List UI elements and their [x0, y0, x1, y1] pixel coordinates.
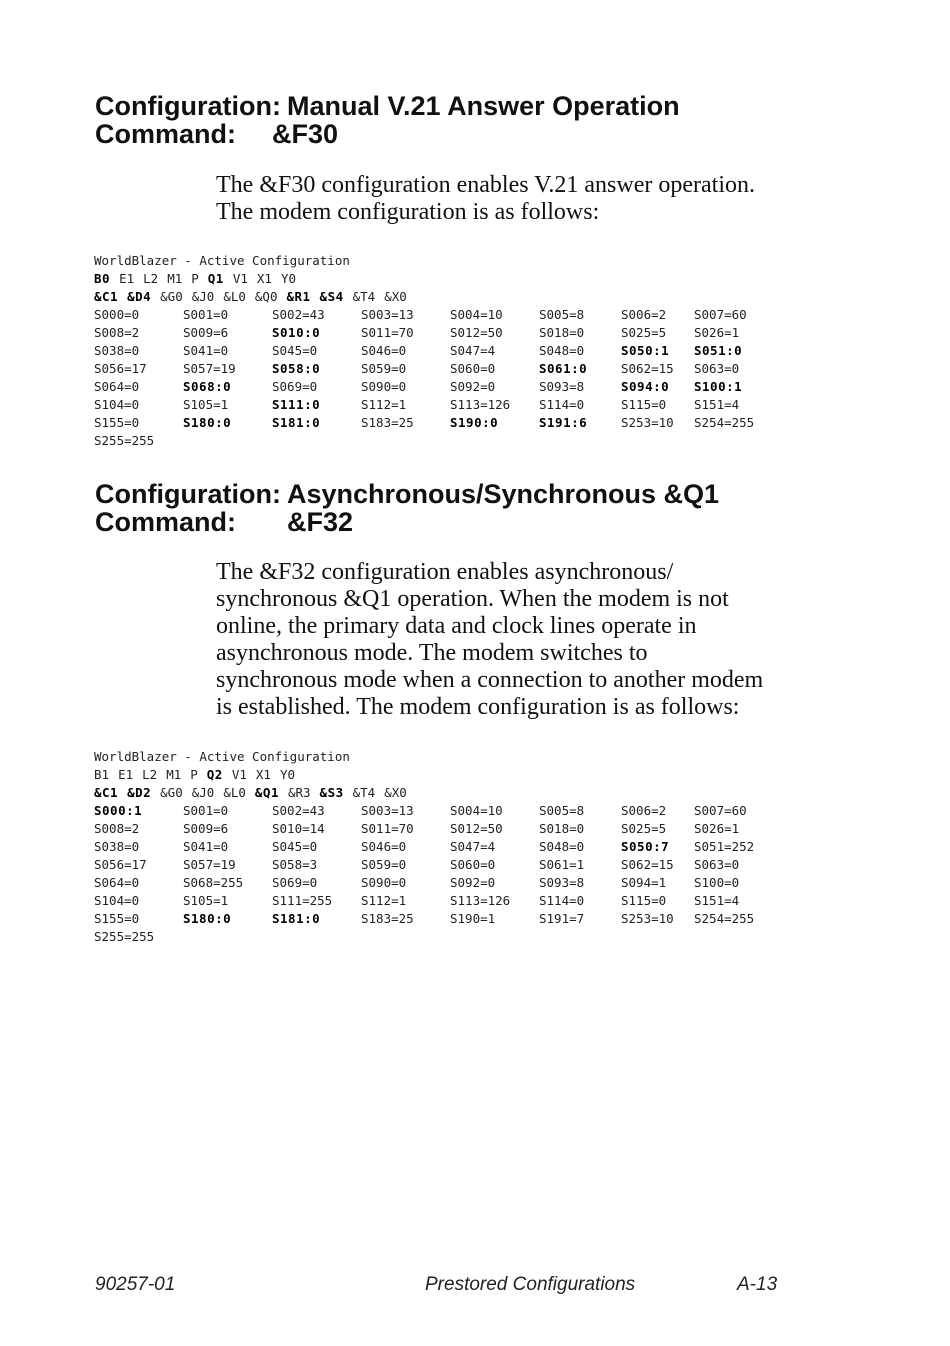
config-setting: S100:1 [694, 379, 743, 394]
listing-title: WorldBlazer - Active Configuration [94, 749, 350, 764]
config-setting: &G0 [160, 289, 183, 304]
config-setting: S155=0 [94, 415, 140, 430]
config-setting: S058=3 [272, 857, 318, 872]
config-setting: S115=0 [621, 893, 667, 908]
page-number: A-13 [737, 1274, 778, 1295]
active-configuration-listing [94, 252, 814, 450]
config-setting: S001=0 [183, 803, 229, 818]
config-setting: S059=0 [361, 361, 407, 376]
config-setting: S061:0 [539, 361, 588, 376]
config-setting: &C1 [94, 289, 119, 304]
config-setting: S063=0 [694, 857, 740, 872]
config-setting: S003=13 [361, 307, 414, 322]
paragraph-line: synchronous mode when a connection to another modem [216, 667, 764, 693]
listing-flags-line [94, 784, 814, 802]
config-setting: S112=1 [361, 397, 407, 412]
config-setting: M1 [167, 271, 183, 286]
config-setting: &T4 [352, 289, 376, 304]
config-setting: S105=1 [183, 397, 229, 412]
config-setting: S254=255 [694, 415, 755, 430]
config-setting: S002=43 [272, 307, 325, 322]
config-setting: S060=0 [450, 857, 496, 872]
listing-flags-line [94, 288, 814, 306]
config-setting: S047=4 [450, 343, 496, 358]
listing-register-row [94, 378, 814, 396]
heading-label: Configuration: [95, 91, 281, 121]
config-setting: S090=0 [361, 875, 407, 890]
config-setting: S010:0 [272, 325, 321, 340]
config-setting: S041=0 [183, 839, 229, 854]
config-setting: S057=19 [183, 857, 236, 872]
config-setting: S069=0 [272, 379, 318, 394]
config-setting: S006=2 [621, 307, 667, 322]
config-setting: &T4 [352, 785, 376, 800]
config-setting: S094:0 [621, 379, 670, 394]
config-setting: S190:0 [450, 415, 499, 430]
listing-register-row [94, 306, 814, 324]
config-setting: S007=60 [694, 307, 747, 322]
config-setting: &R1 [286, 289, 311, 304]
config-setting: S100=0 [694, 875, 740, 890]
config-setting: S062=15 [621, 361, 674, 376]
config-setting: S253=10 [621, 911, 674, 926]
config-setting: S063=0 [694, 361, 740, 376]
config-setting: V1 [232, 271, 248, 286]
command-label: Command: [95, 119, 236, 149]
config-setting: S005=8 [539, 803, 585, 818]
config-setting: &X0 [384, 289, 407, 304]
config-setting: S002=43 [272, 803, 325, 818]
config-setting: &Q0 [254, 289, 278, 304]
config-setting: S038=0 [94, 839, 140, 854]
config-setting: S005=8 [539, 307, 585, 322]
config-setting: S011=70 [361, 821, 414, 836]
config-setting: S045=0 [272, 343, 318, 358]
config-setting: S068=255 [183, 875, 244, 890]
config-setting: S051:0 [694, 343, 743, 358]
config-setting: S026=1 [694, 821, 740, 836]
config-setting: &J0 [191, 289, 215, 304]
config-setting: &D4 [127, 289, 152, 304]
config-setting: S253=10 [621, 415, 674, 430]
section-paragraph [216, 172, 816, 226]
section-paragraph [216, 559, 816, 721]
config-setting: S254=255 [694, 911, 755, 926]
listing-register-row [94, 856, 814, 874]
heading-label: Configuration: [95, 479, 281, 509]
config-setting: S048=0 [539, 839, 585, 854]
config-setting: S048=0 [539, 343, 585, 358]
config-setting: S001=0 [183, 307, 229, 322]
section-heading [95, 92, 680, 148]
config-setting: S018=0 [539, 821, 585, 836]
config-setting: M1 [166, 767, 182, 782]
config-setting: S115=0 [621, 397, 667, 412]
config-setting: S041=0 [183, 343, 229, 358]
config-setting: S008=2 [94, 821, 140, 836]
config-setting: S012=50 [450, 821, 503, 836]
config-setting: S010=14 [272, 821, 325, 836]
listing-register-row [94, 414, 814, 432]
document-number: 90257-01 [95, 1274, 176, 1295]
listing-register-row [94, 820, 814, 838]
listing-register-row [94, 360, 814, 378]
config-setting: &S3 [319, 785, 344, 800]
listing-register-row [94, 928, 814, 946]
config-setting: S045=0 [272, 839, 318, 854]
config-setting: &X0 [384, 785, 407, 800]
config-setting: S183=25 [361, 415, 414, 430]
config-setting: S181:0 [272, 911, 321, 926]
config-setting: V1 [231, 767, 247, 782]
config-setting: S064=0 [94, 379, 140, 394]
config-setting: S180:0 [183, 415, 232, 430]
listing-register-row [94, 892, 814, 910]
listing-register-row [94, 838, 814, 856]
listing-register-row [94, 802, 814, 820]
config-setting: S069=0 [272, 875, 318, 890]
config-setting: S004=10 [450, 803, 503, 818]
config-setting: &Q1 [254, 785, 279, 800]
config-setting: &G0 [160, 785, 183, 800]
config-setting: S011=70 [361, 325, 414, 340]
config-setting: S090=0 [361, 379, 407, 394]
config-setting: S093=8 [539, 875, 585, 890]
config-setting: Y0 [280, 271, 297, 286]
config-setting: S007=60 [694, 803, 747, 818]
config-setting: S064=0 [94, 875, 140, 890]
config-setting: S151=4 [694, 397, 740, 412]
config-setting: X1 [256, 271, 272, 286]
config-setting: L2 [142, 767, 158, 782]
listing-flags-line [94, 270, 814, 288]
config-setting: S191=7 [539, 911, 585, 926]
config-setting: S059=0 [361, 857, 407, 872]
config-setting: S105=1 [183, 893, 229, 908]
config-setting: S058:0 [272, 361, 321, 376]
paragraph-line: The &F30 configuration enables V.21 answer operation. [216, 172, 755, 198]
config-setting: S255=255 [94, 433, 155, 448]
config-setting: S056=17 [94, 857, 147, 872]
config-setting: S061=1 [539, 857, 585, 872]
listing-register-row [94, 396, 814, 414]
config-setting: S094=1 [621, 875, 667, 890]
config-setting: S003=13 [361, 803, 414, 818]
config-setting: S008=2 [94, 325, 140, 340]
config-setting: S104=0 [94, 893, 140, 908]
config-setting: S191:6 [539, 415, 588, 430]
config-setting: S114=0 [539, 893, 585, 908]
config-setting: &L0 [223, 785, 246, 800]
listing-flags-line [94, 766, 814, 784]
config-setting: S009=6 [183, 325, 229, 340]
config-setting: S046=0 [361, 839, 407, 854]
config-setting: S104=0 [94, 397, 140, 412]
listing-title: WorldBlazer - Active Configuration [94, 253, 350, 268]
config-setting: &R3 [287, 785, 311, 800]
config-setting: S155=0 [94, 911, 140, 926]
listing-register-row [94, 910, 814, 928]
listing-register-row [94, 324, 814, 342]
config-setting: S057=19 [183, 361, 236, 376]
paragraph-line: The &F32 configuration enables asynchronous/ [216, 559, 674, 585]
config-setting: S181:0 [272, 415, 321, 430]
heading-value: Manual V.21 Answer Operation [287, 91, 680, 121]
config-setting: S018=0 [539, 325, 585, 340]
config-setting: S255=255 [94, 929, 155, 944]
config-setting: S092=0 [450, 875, 496, 890]
config-setting: S062=15 [621, 857, 674, 872]
config-setting: S180:0 [183, 911, 232, 926]
config-setting: S047=4 [450, 839, 496, 854]
config-setting: S111=255 [272, 893, 333, 908]
config-setting: S050:7 [621, 839, 670, 854]
config-setting: S004=10 [450, 307, 503, 322]
active-configuration-listing [94, 748, 814, 946]
config-setting: S000:1 [94, 803, 143, 818]
config-setting: S111:0 [272, 397, 321, 412]
config-setting: S025=5 [621, 325, 667, 340]
config-setting: S056=17 [94, 361, 147, 376]
config-setting: L2 [143, 271, 159, 286]
command-value: &F30 [272, 119, 339, 149]
config-setting: S012=50 [450, 325, 503, 340]
config-setting: S092=0 [450, 379, 496, 394]
listing-register-row [94, 432, 814, 450]
config-setting: &D2 [127, 785, 152, 800]
config-setting: &J0 [191, 785, 215, 800]
paragraph-line: is established. The modem configuration is as follows: [216, 694, 740, 720]
heading-value: Asynchronous/Synchronous &Q1 [287, 479, 720, 509]
config-setting: S112=1 [361, 893, 407, 908]
config-setting: S009=6 [183, 821, 229, 836]
config-setting: S026=1 [694, 325, 740, 340]
config-setting: S060=0 [450, 361, 496, 376]
config-setting: Q2 [206, 767, 223, 782]
config-setting: Q1 [207, 271, 224, 286]
config-setting: E1 [119, 271, 135, 286]
config-setting: S068:0 [183, 379, 232, 394]
config-setting: S183=25 [361, 911, 414, 926]
paragraph-line: online, the primary data and clock lines operate in [216, 613, 697, 639]
config-setting: S190=1 [450, 911, 496, 926]
config-setting: S000=0 [94, 307, 140, 322]
config-setting: S113=126 [450, 397, 511, 412]
config-setting: E1 [118, 767, 134, 782]
config-setting: S006=2 [621, 803, 667, 818]
footer-section-title: Prestored Configurations [425, 1274, 636, 1295]
config-setting: S050:1 [621, 343, 670, 358]
config-setting: S046=0 [361, 343, 407, 358]
config-setting: B0 [94, 271, 111, 286]
listing-register-row [94, 342, 814, 360]
config-setting: P [191, 271, 199, 286]
config-setting: P [190, 767, 198, 782]
config-setting: &S4 [319, 289, 344, 304]
config-setting: S114=0 [539, 397, 585, 412]
paragraph-line: synchronous &Q1 operation. When the modem is not [216, 586, 729, 612]
paragraph-line: asynchronous mode. The modem switches to [216, 640, 648, 666]
command-value: &F32 [287, 507, 354, 537]
config-setting: &C1 [94, 785, 119, 800]
config-setting: S025=5 [621, 821, 667, 836]
section-heading [95, 480, 719, 536]
config-setting: S113=126 [450, 893, 511, 908]
listing-register-row [94, 874, 814, 892]
config-setting: S093=8 [539, 379, 585, 394]
config-setting: &L0 [223, 289, 246, 304]
config-setting: S151=4 [694, 893, 740, 908]
config-setting: S038=0 [94, 343, 140, 358]
config-setting: Y0 [279, 767, 296, 782]
config-setting: B1 [94, 767, 110, 782]
paragraph-line: The modem configuration is as follows: [216, 199, 600, 225]
command-label: Command: [95, 507, 236, 537]
config-setting: X1 [255, 767, 271, 782]
config-setting: S051=252 [694, 839, 755, 854]
